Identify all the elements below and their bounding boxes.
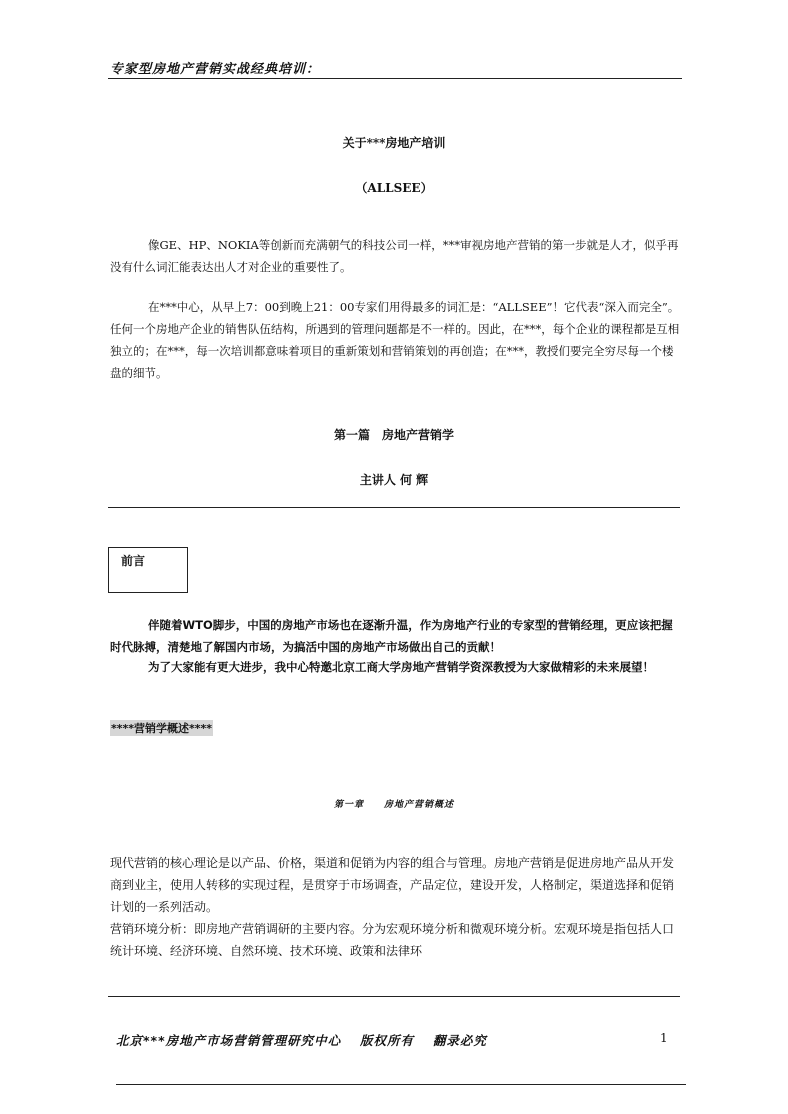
page-number: 1 [660,1031,668,1045]
preface-paragraph-2: 为了大家能有更大进步，我中心特邀北京工商大学房地产营销学资深教授为大家做精彩的未来展望！ [148,660,654,674]
page-bottom-rule [116,1084,686,1085]
part-title: 第一篇 房地产营销学 [333,428,454,442]
chapter-1-title: 第一章 房地产营销概述 [333,800,454,810]
training-subtitle: （ALLSEE） [355,181,433,195]
preface-box [108,547,188,593]
header-rule [108,78,682,79]
preface-label: 前言 [121,554,146,568]
footer-rule [108,996,680,997]
footer-text: 北京***房地产市场营销管理研究中心 版权所有 翻录必究 [116,1033,487,1048]
preface-paragraph-1: 伴随着WTO脚步，中国的房地产市场也在逐渐升温，作为房地产行业的专家型的营销经理，更应该把握时代脉搏，清楚地了解国内市场，为搞活中国的房地产市场做出自己的贡献！ [110,618,673,654]
section-rule [108,507,680,508]
overview-heading: ****营销学概述**** [111,722,213,735]
chapter-1-paragraph-2: 营销环境分析：即房地产营销调研的主要内容。分为宏观环境分析和微观环境分析。宏观环境是指包括人口统计环境、经济环境、自然环境、技术环境、政策和法律环 [110,922,675,958]
training-title: 关于***房地产培训 [342,136,446,150]
lecturer: 主讲人 何 辉 [359,473,429,487]
intro-paragraph-2: 在***中心，从早上7：00到晚上21：00专家们用得最多的词汇是：“ALLSEE”！它代表“深入而完全”。任何一个房地产企业的销售队伍结构，所遇到的管理问题都是不一样的。因此，在***，每个企业的课程都是互相独立的；在***，每一次培训都意味着项目的重新策划和营销策划的再创造；在***，教授们要完全穷尽每一个楼盘的细节。 [110,300,680,380]
intro-paragraph-1: 像GE、HP、NOKIA等创新而充满朝气的科技公司一样，***审视房地产营销的第一步就是人才，似乎再没有什么词汇能表达出人才对企业的重要性了。 [110,238,679,274]
chapter-1-paragraph-1: 现代营销的核心理论是以产品、价格，渠道和促销为内容的组合与管理。房地产营销是促进房地产品从开发商到业主，使用人转移的实现过程，是贯穿于市场调查，产品定位，建设开发，人格制定，渠道选择和促销计划的一系列活动。 [110,856,675,914]
header-title: 专家型房地产营销实战经典培训： [110,62,321,77]
